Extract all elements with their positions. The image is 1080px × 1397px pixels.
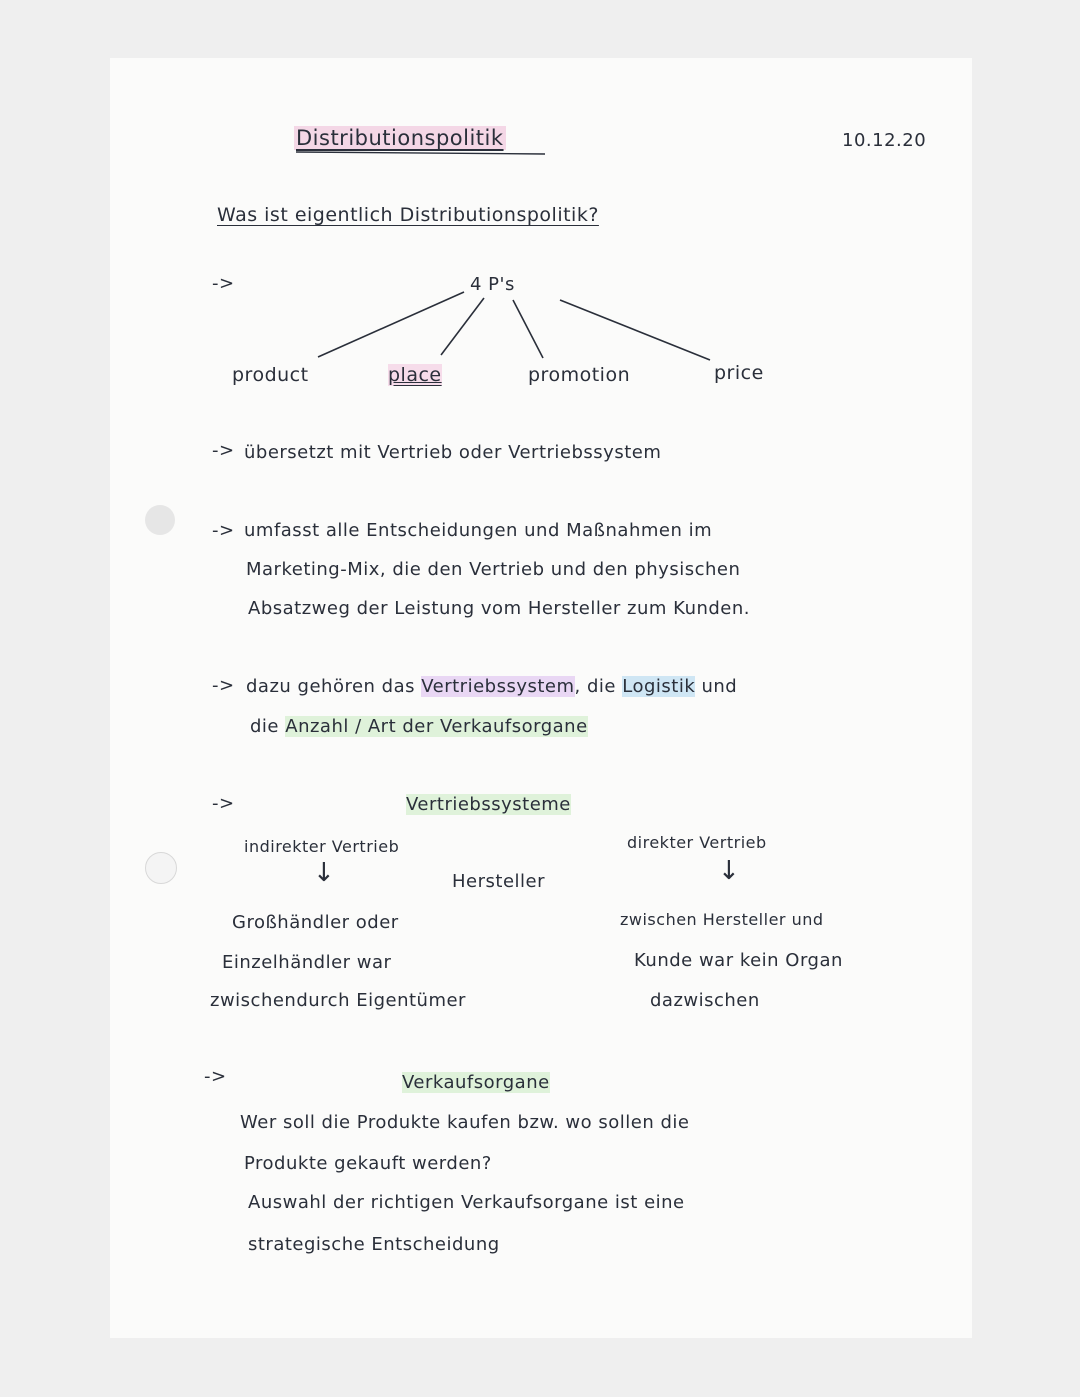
point-definition-line1: umfasst alle Entscheidungen und Maßnahmen im (244, 520, 713, 541)
mindmap-leaf-place: place (388, 364, 442, 386)
vertriebssysteme-heading: Vertriebssysteme (406, 794, 571, 815)
punch-hole-bottom (145, 852, 177, 884)
point-components-line2: die Anzahl / Art der Verkaufsorgane (250, 716, 588, 737)
indirect-label: indirekter Vertrieb (244, 837, 400, 856)
verkaufsorgane-line3: Auswahl der richtigen Verkaufsorgane ist eine (248, 1192, 685, 1213)
highlight-vertriebssystem: Vertriebssystem (421, 676, 575, 697)
highlight-logistik: Logistik (622, 676, 696, 697)
mindmap-leaf-product: product (232, 364, 309, 386)
direct-line2: Kunde war kein Organ (634, 950, 843, 971)
arrow-icon: -> (212, 520, 235, 541)
direct-label: direkter Vertrieb (627, 833, 767, 852)
point-translation: übersetzt mit Vertrieb oder Vertriebssystem (244, 442, 662, 463)
date: 10.12.20 (842, 130, 927, 151)
hersteller-center: Hersteller (452, 871, 545, 892)
indirect-line3: zwischendurch Eigentümer (210, 990, 466, 1011)
point-definition-line2: Marketing-Mix, die den Vertrieb und den physischen (246, 559, 741, 580)
verkaufsorgane-heading: Verkaufsorgane (402, 1072, 550, 1093)
arrow-icon: -> (204, 1066, 227, 1087)
point-components-line1: dazu gehören das Vertriebssystem, die Logistik und (246, 676, 738, 697)
question-heading: Was ist eigentlich Distributionspolitik? (217, 204, 599, 226)
arrow-down-icon: ↓ (313, 858, 336, 888)
arrow-icon: -> (212, 675, 235, 696)
punch-hole-top (145, 505, 175, 535)
verkaufsorgane-line2: Produkte gekauft werden? (244, 1153, 492, 1174)
mindmap-center: 4 P's (470, 274, 515, 295)
arrow-icon: -> (212, 793, 235, 814)
point-definition-line3: Absatzweg der Leistung vom Hersteller zum Kunden. (248, 598, 751, 619)
mindmap-leaf-price: price (714, 362, 764, 384)
indirect-line2: Einzelhändler war (222, 952, 392, 973)
page-title: Distributionspolitik (296, 126, 504, 150)
indirect-line1: Großhändler oder (232, 912, 399, 933)
verkaufsorgane-line1: Wer soll die Produkte kaufen bzw. wo sollen die (240, 1112, 690, 1133)
verkaufsorgane-line4: strategische Entscheidung (248, 1234, 500, 1255)
arrow-icon: -> (212, 273, 235, 294)
highlight-anzahl-art: Anzahl / Art der Verkaufsorgane (285, 716, 588, 737)
arrow-icon: -> (212, 440, 235, 461)
direct-line3: dazwischen (650, 990, 760, 1011)
mindmap-leaf-promotion: promotion (528, 364, 631, 386)
direct-line1: zwischen Hersteller und (620, 910, 824, 929)
notebook-page (110, 58, 972, 1338)
arrow-down-icon: ↓ (718, 856, 741, 886)
